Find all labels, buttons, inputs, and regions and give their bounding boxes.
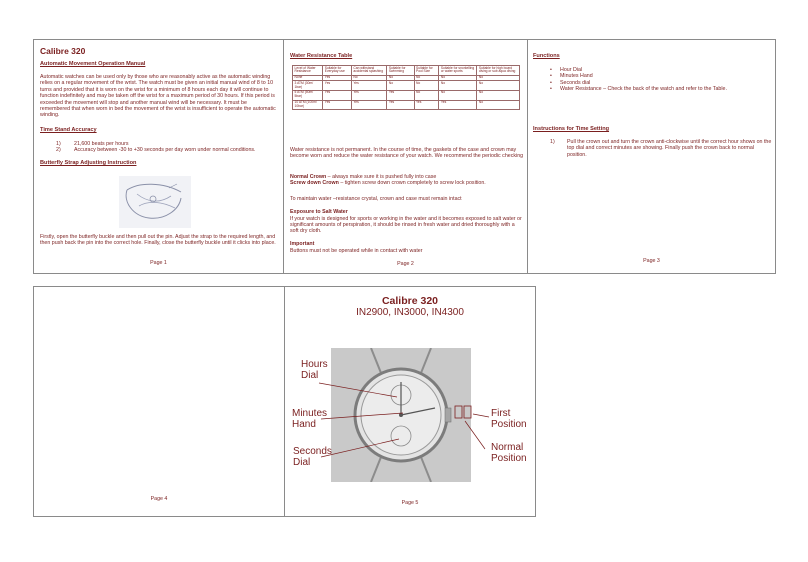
callout-lines — [285, 287, 537, 518]
strap-heading: Butterfly Strap Adjusting Instruction — [40, 160, 137, 166]
table-cell: No — [477, 90, 520, 100]
resistance-text: Water resistance is not permanent. In the course of time, the gaskets of the case and crown may become worn and reduce the water resistance of your watch. We recommend the periodic checking — [290, 147, 524, 160]
water-resistance-table — [292, 65, 520, 110]
maintain-text: To maintain water –resistance crystal, crown and case must remain intact — [290, 196, 462, 202]
table-cell: 3 ATM (30m/ 1bar) — [293, 81, 323, 91]
bullet-dot: • — [550, 86, 552, 93]
screw-crown-label: Screw down Crown — [290, 180, 339, 187]
table-cell: Yes — [351, 81, 386, 91]
table-cell: Yes — [323, 81, 352, 91]
table-row — [293, 90, 520, 100]
auto-text: Automatic watches can be used only by those who are reasonably active as the automatic winding relies on a regular movement of the wrist. The watch must be given an initial manual wind of 8 to 10 turns and provided that it is worn on the wrist for a minimum of 8 hours each day it will continue to function indefinitely and may be taken off the wrist for a maximum period of 30 hours. If this period is exceeded the movement will stop and another manual wind will be necessary. It must be remembered that when worn in bed the movement of the wrist is insufficient to operate the automatic winding. — [40, 74, 276, 119]
hours-dial-label — [301, 359, 328, 381]
setting-step — [550, 139, 772, 158]
header-cell: Suitable for snorkelling or water sports — [439, 66, 477, 76]
table-cell: No — [439, 81, 477, 91]
table-cell: No — [414, 90, 439, 100]
step-number: 1) — [550, 139, 555, 145]
bullet-dot: • — [550, 73, 552, 80]
page-2-panel — [283, 39, 528, 274]
bullet-dot: • — [550, 67, 552, 73]
header-cell: Can withstand accidental splashing — [351, 66, 386, 76]
page-number: Page 4 — [150, 496, 168, 502]
table-cell: Yes — [439, 100, 477, 110]
table-cell: Yes — [323, 75, 352, 81]
table-cell: No — [387, 75, 414, 81]
table-cell: 5 ATM (50m/ 5bar) — [293, 90, 323, 100]
important-text: Buttons must not be operated while in contact with water — [290, 247, 423, 254]
minutes-hand-label — [292, 408, 327, 430]
item-text: 21,600 beats per hours — [74, 141, 129, 147]
table-cell: No — [414, 75, 439, 81]
table-cell: No — [439, 90, 477, 100]
seconds-dial-label — [293, 446, 332, 468]
item-text: Accuracy between -30 to +30 seconds per day worn under normal conditions. — [74, 147, 256, 154]
bullet-dot: • — [550, 79, 552, 86]
table-cell: Yes — [414, 100, 439, 110]
header-cell: Level of Water Resistance — [293, 66, 323, 76]
page-number: Page 1 — [150, 260, 167, 266]
strap-illustration — [119, 176, 191, 228]
normal-crown-label: Normal Crown — [290, 174, 327, 180]
table-header-row — [293, 66, 520, 76]
item-number: 1) — [56, 141, 61, 147]
list-item-text: Minutes Hand — [560, 73, 593, 80]
label-line: Seconds — [293, 446, 332, 457]
header-cell: Suitable for Pool Size — [414, 66, 439, 76]
table-cell: No — [387, 81, 414, 91]
label-line: Hand — [292, 419, 316, 430]
list-item-text: Seconds dial — [560, 79, 591, 86]
table-row — [293, 100, 520, 110]
salt-heading: Exposure to Salt Water — [290, 209, 348, 215]
screw-crown-text: – tighten screw down crown completely to screw lock position. — [338, 180, 486, 187]
accuracy-item — [56, 147, 281, 153]
label-line: Dial — [293, 457, 311, 468]
label-line: Position — [491, 453, 527, 464]
label-line: Hours — [301, 359, 328, 370]
page-4-panel — [33, 286, 285, 517]
table-cell: None — [293, 75, 323, 81]
table-cell: Yes — [323, 100, 352, 110]
normal-position-label — [491, 442, 527, 464]
table-cell: No — [414, 81, 439, 91]
table-cell: No — [477, 81, 520, 91]
cover-title: Calibre 320 — [381, 295, 439, 307]
table-cell: 10 ATM (100m/ 10bar) — [293, 100, 323, 110]
page-5-panel — [284, 286, 536, 517]
functions-list — [550, 67, 772, 93]
screw-crown-note — [290, 180, 524, 186]
list-item-text: Hour Dial — [560, 67, 583, 73]
step-text: Pull the crown out and turn the crown anti-clockwise until the correct hour shows on the top dial and correct minutes are showing. Finally push the crown back to normal position. — [567, 139, 772, 158]
label-line: Normal — [491, 442, 524, 453]
table-cell: No — [477, 75, 520, 81]
page-number: Page 3 — [643, 258, 660, 264]
table-cell: No — [439, 75, 477, 81]
label-line: First — [491, 408, 511, 419]
table-cell: No — [477, 100, 520, 110]
important-heading: Important — [290, 241, 315, 247]
label-line: Position — [491, 419, 527, 430]
header-cell: Suitable for Everyday use — [323, 66, 352, 76]
crown-notes — [290, 174, 524, 187]
strap-text: Firstly, open the butterfly buckle and then pull out the pin. Adjust the strap to the required length, and then push back the pin into the correct hole. Finally, close the butterfly buckle until it clicks into place. — [40, 234, 276, 247]
header-cell: Suitable for Swimming — [387, 66, 414, 76]
page-title: Calibre 320 — [40, 46, 86, 56]
table-row — [293, 81, 520, 91]
normal-crown-text: – always make sure it is pushed fully into case — [326, 174, 437, 180]
salt-text: If your watch is designed for sports or working in the water and it becomes exposed to salt water or significant amounts of perspiration, it should be rinsed in fresh water and dried thoroughly with a soft dry cloth. — [290, 215, 522, 235]
page-1-panel — [33, 39, 284, 274]
functions-heading: Functions — [533, 53, 560, 59]
table-cell: No — [351, 75, 386, 81]
time-heading: Time Stand Accuracy — [40, 127, 97, 133]
header-cell: Suitable for high board diving or sub aqua diving — [477, 66, 520, 76]
page-number: Page 2 — [397, 261, 414, 267]
list-item-text: Water Resistance – Check the back of the watch and refer to the Table. — [560, 86, 727, 93]
accuracy-list — [56, 141, 281, 154]
table-cell: Yes — [351, 100, 386, 110]
item-number: 2) — [56, 147, 61, 154]
table-cell: Yes — [323, 90, 352, 100]
page-3-panel — [527, 39, 776, 274]
label-line: Minutes — [292, 408, 328, 419]
auto-heading: Automatic Movement Operation Manual — [40, 61, 146, 67]
label-line: Dial — [301, 370, 319, 381]
setting-heading: Instructions for Time Setting — [533, 126, 610, 132]
table-cell: Yes — [387, 90, 414, 100]
model-numbers: IN2900, IN3000, IN4300 — [356, 307, 464, 318]
page-number: Page 5 — [401, 500, 419, 506]
table-cell: Yes — [351, 90, 386, 100]
first-position-label — [491, 408, 527, 430]
table-heading: Water Resistance Table — [290, 53, 353, 59]
list-item — [550, 86, 772, 92]
table-cell: Yes — [387, 100, 414, 110]
